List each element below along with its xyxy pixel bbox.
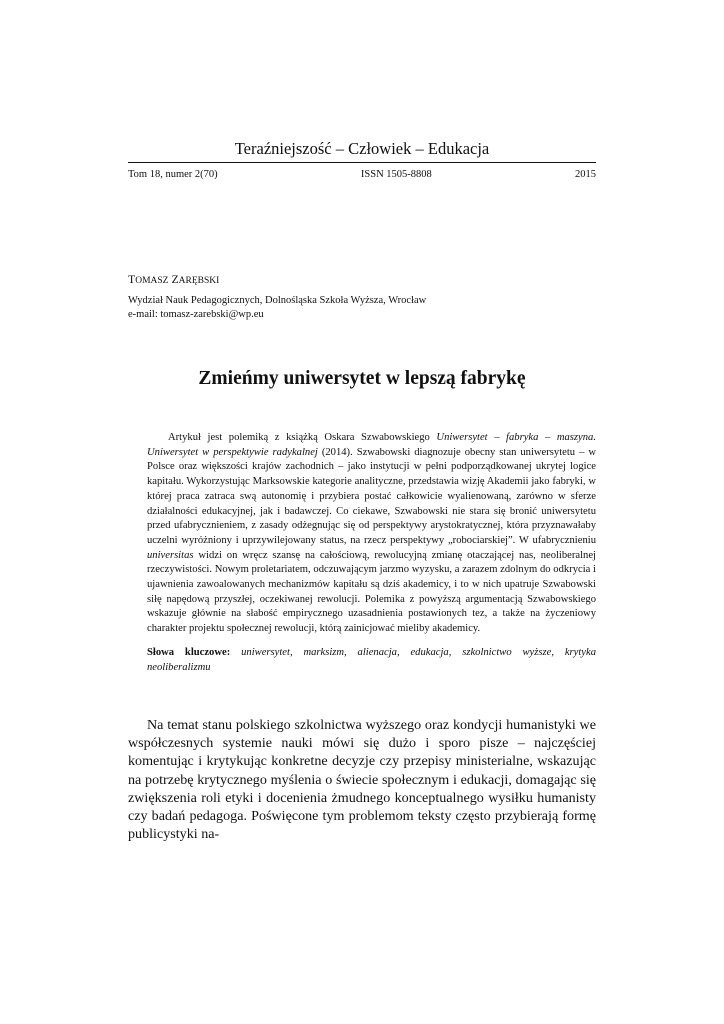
abstract-text-1: Artykuł jest polemiką z książką Oskara Szwabowskiego [168,432,437,443]
keywords [147,646,596,675]
abstract [147,431,596,637]
author-first-initial: T [128,272,136,286]
journal-meta-row [128,168,596,181]
paper-title: Zmieńmy uniwersytet w lepszą fabrykę [198,368,526,389]
author-affiliation: Wydział Nauk Pedagogicznych, Dolnośląska Szkoła Wyższa, Wrocław [128,295,427,306]
keywords-list: uniwersytet, marksizm, alienacja, edukacja, szkolnictwo wyższe, krytyka neoliberalizmu [147,647,596,673]
issn: ISSN 1505-8808 [360,169,432,180]
author-name [128,272,219,288]
year: 2015 [575,169,596,180]
abstract-book-title: Uniwersytet – fabryka – maszyna. Uniwersytet w perspektywie radykalnej [147,432,596,458]
abstract-text-2: (2014). Szwabowski diagnozuje obecny stan uniwersytetu – w Polsce oraz większości krajów zachodnich – jako instytucji w pełni podporządkowanej ukrytej logice kapitału. Wykorzystując Marksowskie kategorie analityczne, przedstawia wizję Akademii jako fabryki, w której praca zatraca swą autonomię i przybiera postać całkowicie wyalienowaną, zarówno w sferze działalności edukacyjnej, jak i badawczej. Co ciekawe, Szwabowski nie stara się bronić uniwersytetu przed ufabrycznieniem, z zasady odżegnując się od perspektywy arystokratycznej, która przyznawałaby uczelni wyróżniony i uprzywilejowany status, na rzecz perspektywy „robociarskiej”. W ufabrycznieniu [147,446,597,546]
volume-issue: Tom 18, numer 2(70) [128,169,218,180]
keywords-label: Słowa kluczowe: [147,647,231,658]
body-paragraph: Na temat stanu polskiego szkolnictwa wyższego oraz kondycji humanistyki we współczesnych systemie nauki mówi się dużo i sporo pisze – najczęściej komentując i krytykując konkretne decyzje czy przepisy ministerialne, wskazując na potrzebę krytycznego myślenia o świecie społecznym i edukacji, domagając się zwiększenia roli etyki i docenienia żmudnego konceptualnego wysiłku humanisty czy badań pedagoga. Poświęcone tym problemom teksty często przybierają formę publicystyki na- [128,717,596,843]
author-email: e-mail: tomasz-zarebski@wp.eu [128,309,264,320]
author-first-rest: OMASZ [135,276,169,286]
author-last-initial: Z [171,272,179,286]
author-last-rest: ARĘBSKI [178,276,220,286]
author-affiliation-block [128,294,426,322]
abstract-universitas: universitas [147,549,194,561]
header-rule [128,162,596,163]
journal-title: Teraźniejszość – Człowiek – Edukacja [234,139,490,158]
abstract-text-3: widzi on wręcz szansę na całościową, rewolucyjną zmianę otaczającej nas, neoliberalnej rzeczywistości. Nowym proletariatem, odczuwającym jarzmo wyzysku, a zarazem zdolnym do odkrycia i ujawnienia zawoalowanych mechanizmów kapitału są dziś akademicy, i to w nich upatruje Szwabowski siłę napędową przyszłej, oczekiwanej rewolucji. Polemika z powyższą argumentacją Szwabowskiego wskazuje głównie na słabość empirycznego uzasadnienia postawionych tez, a także na życzeniowy charakter projektu społecznej rewolucji, którą zainicjować mieliby akademicy. [147,549,596,635]
